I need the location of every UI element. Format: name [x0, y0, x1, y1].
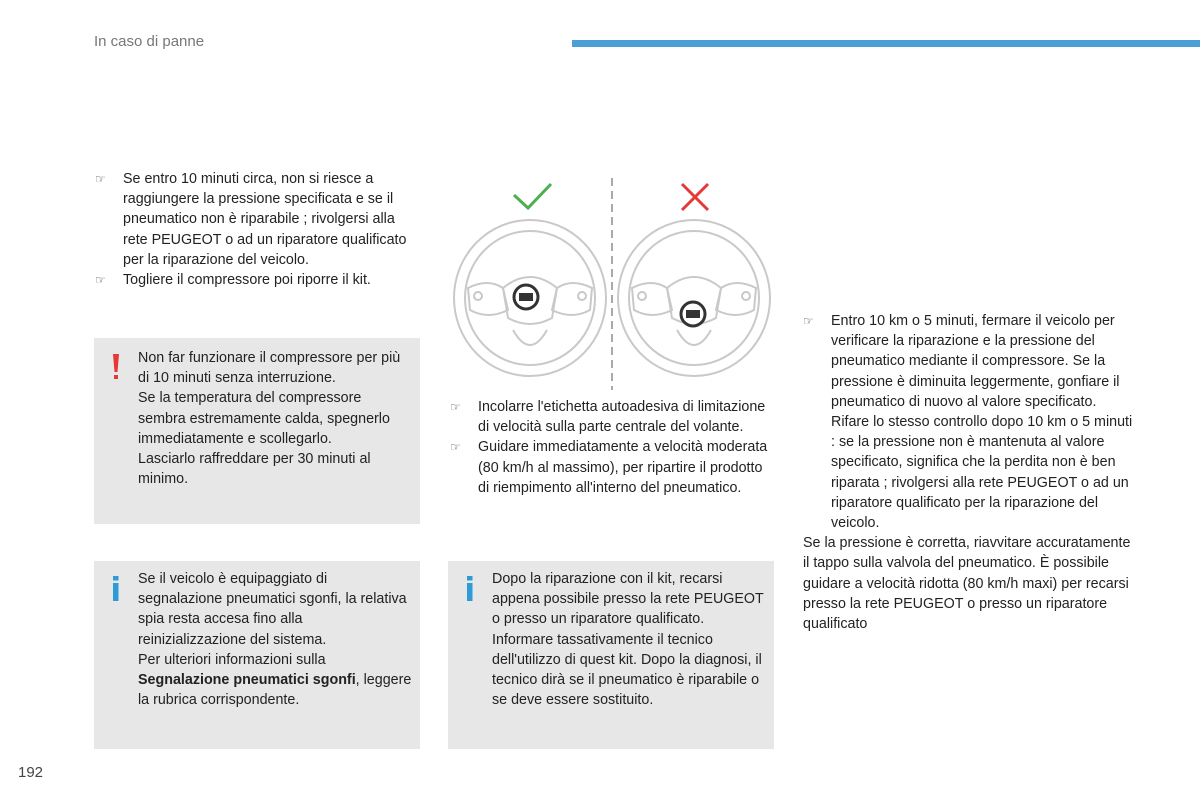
speed-label-sticker-misplaced — [681, 302, 705, 326]
info-bold-term: Segnalazione pneumatici sgonfi — [138, 672, 356, 689]
bullet-marker-icon: ☞ — [803, 314, 814, 328]
bullet-marker-icon: ☞ — [450, 440, 461, 455]
warning-box — [94, 338, 420, 524]
col3-paragraph: Se la pressione è corretta, riavvitare accuratamente il tappo sulla valvola del pneumatico. È possibile guidare a velocità ridotta (80 km/h maxi) per recarsi presso la rete PEUGEOT o presso un riparatore qualificato — [803, 535, 1131, 633]
col1-bullets — [95, 169, 413, 290]
info-box — [448, 561, 774, 749]
list-item: ☞ Incolarre l'etichetta autoadesiva di limitazione di velocità sulla parte centrale del volante. — [450, 399, 766, 436]
header-bar — [572, 40, 1200, 47]
bullet-marker-icon: ☞ — [95, 273, 106, 288]
steering-wheel-figure — [448, 170, 778, 395]
warning-text: Non far funzionare il compressore per più di 10 minuti senza interruzione. Se la temperatura del compressore sembra estremamente calda, spegnerlo immediatamente e scollegarlo. Lasciarlo raffreddare per 30 minuti al minimo. — [138, 350, 401, 488]
page-number: 192 — [18, 764, 44, 781]
list-item: ☞ Togliere il compressore poi riporre il kit. — [95, 270, 413, 290]
cross-icon — [682, 184, 708, 210]
col3-content — [803, 311, 1133, 634]
bullet-marker-icon: ☞ — [450, 400, 461, 414]
section-title: In caso di panne — [94, 33, 205, 50]
info-icon — [112, 573, 120, 608]
speed-label-sticker — [514, 285, 538, 309]
bullet-marker-icon: ☞ — [95, 172, 106, 186]
info-text: Dopo la riparazione con il kit, recarsi appena possibile presso la rete PEUGEOT o presso un riparatore qualificato. Informare tassativamente il tecnico dell'utilizzo di quest kit. Dopo la diagnosi, il tecnico dirà se il pneumatico è riparabile o se deve essere sostituito. — [492, 571, 764, 709]
warning-icon — [112, 352, 120, 387]
col2-bullets — [450, 397, 770, 498]
info-text: Se il veicolo è equipaggiato di segnalazione pneumatici sgonfi, la relativa spia resta accesa fino alla reinizializzazione del sistema. Per ulteriori informazioni sulla Segnalazione pneumatici sgonfi, leggere la rubrica corrispondente. — [138, 571, 412, 709]
info-box — [94, 561, 420, 749]
list-item: ☞ Guidare immediatamente a velocità moderata (80 km/h al massimo), per ripartire il prodotto di riempimento all'interno del pneumatico. — [450, 439, 768, 496]
info-icon — [466, 573, 474, 608]
list-item: ☞ Entro 10 km o 5 minuti, fermare il veicolo per verificare la riparazione e la pressione del pneumatico mediante il compressore. Se la pressione è diminuita leggermente, gonfiare il pneumatico di nuovo al valore specificato. Rifare lo stesso controllo dopo 10 km o 5 minuti : se la pressione non è mantenuta al valore specificato, significa che la perdita non è ben riparata ; rivolgersi alla rete PEUGEOT o ad un riparatore qualificato per la riparazione del veicolo. — [803, 313, 1133, 532]
list-item: ☞ Se entro 10 minuti circa, non si riesce a raggiungere la pressione specificata e se il pneumatico non è riparabile ; rivolgersi alla rete PEUGEOT o ad un riparatore qualificato per la riparazione del veicolo. — [95, 171, 407, 268]
steering-wheel-wrong — [618, 220, 770, 376]
check-icon — [514, 184, 551, 208]
